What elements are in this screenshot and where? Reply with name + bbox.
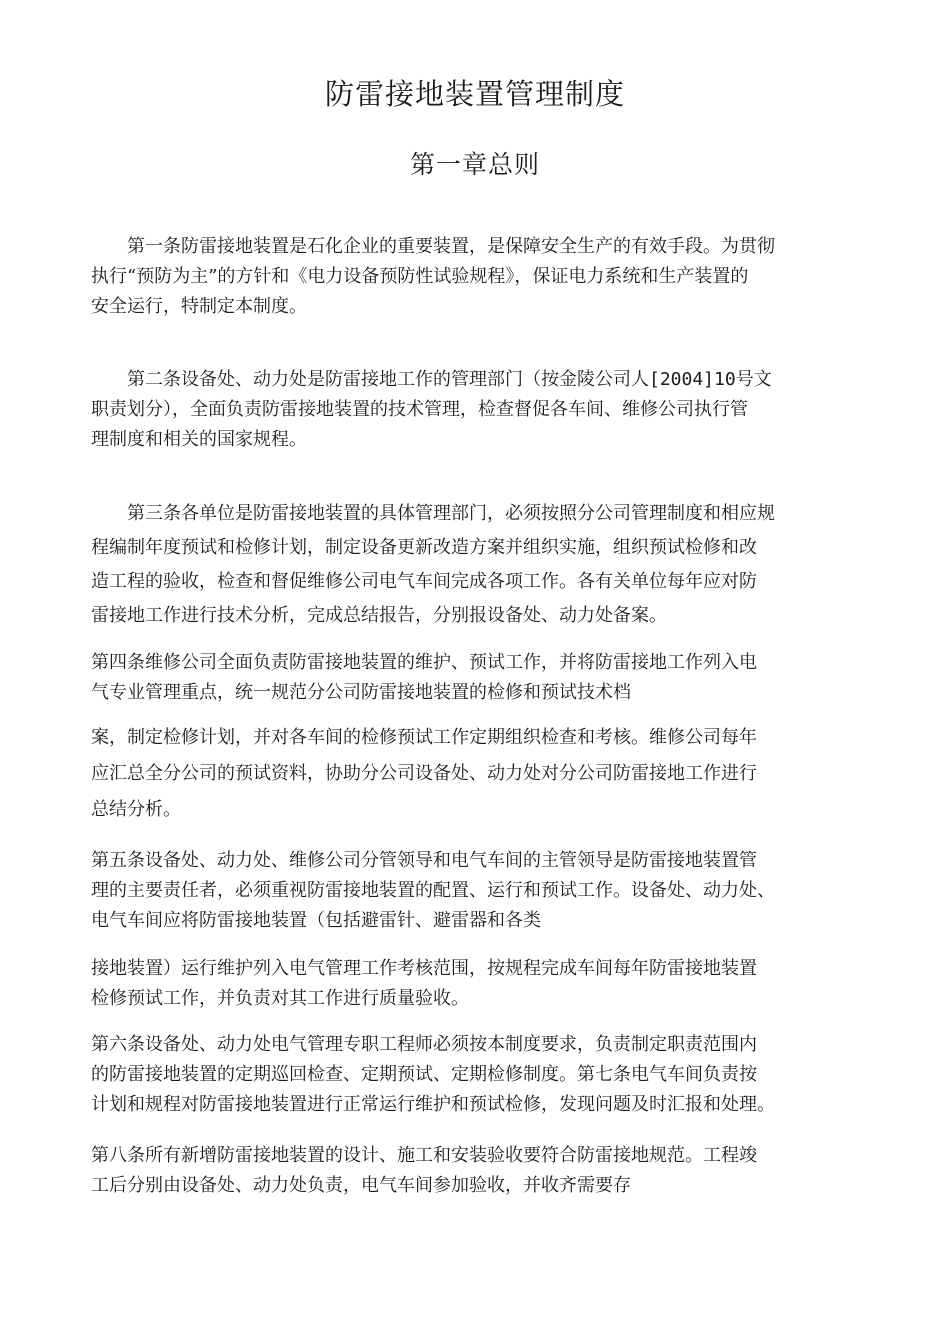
text-line: 检修预试工作，并负责对其工作进行质量验收。 xyxy=(91,988,469,1009)
text-line: 电气车间应将防雷接地装置（包括避雷针、避雷器和各类 xyxy=(91,910,541,931)
text-line: 案，制定检修计划，并对各车间的检修预试工作定期组织检查和考核。维修公司每年 xyxy=(91,727,757,748)
text-line: 第六条设备处、动力处电气管理专职工程师必须按本制度要求，负责制定职责范围内 xyxy=(91,1034,757,1055)
text-line: 理的主要责任者，必须重视防雷接地装置的配置、运行和预试工作。设备处、动力处、 xyxy=(91,880,775,901)
article-2 xyxy=(91,365,861,455)
text-line: 执行“预防为主”的方针和《电力设备预防性试验规程》，保证电力系统和生产装置的 xyxy=(91,266,749,287)
text-line: 第三条各单位是防雷接地装置的具体管理部门，必须按照分公司管理制度和相应规 xyxy=(91,503,775,524)
article-8 xyxy=(91,1141,861,1201)
article-6 xyxy=(91,1030,861,1120)
chapter-heading: 第一章总则 xyxy=(409,150,540,179)
text-line: 理制度和相关的国家规程。 xyxy=(91,429,307,450)
article-5-continued xyxy=(91,954,861,1014)
text-line: 第五条设备处、动力处、维修公司分管领导和电气车间的主管领导是防雷接地装置管 xyxy=(91,850,757,871)
text-line: 计划和规程对防雷接地装置进行正常运行维护和预试检修，发现问题及时汇报和处理。 xyxy=(91,1094,775,1115)
text-segment: 号文 xyxy=(735,369,772,390)
text-line: 造工程的验收，检查和督促维修公司电气车间完成各项工作。各有关单位每年应对防 xyxy=(91,571,757,592)
article-1 xyxy=(91,232,861,322)
text-line: 雷接地工作进行技术分析，完成总结报告，分别报设备处、动力处备案。 xyxy=(91,605,667,626)
document-title: 防雷接地装置管理制度 xyxy=(324,77,625,111)
text-line xyxy=(91,365,861,395)
text-line: 安全运行，特制定本制度。 xyxy=(91,296,307,317)
text-line: 程编制年度预试和检修计划，制定设备更新改造方案并组织实施，组织预试检修和改 xyxy=(91,537,757,558)
text-line: 第八条所有新增防雷接地装置的设计、施工和安装验收要符合防雷接地规范。工程竣 xyxy=(91,1145,757,1166)
text-line: 第一条防雷接地装置是石化企业的重要装置，是保障安全生产的有效手段。为贯彻 xyxy=(91,236,775,257)
text-line: 第四条维修公司全面负责防雷接地装置的维护、预试工作，并将防雷接地工作列入电 xyxy=(91,652,757,673)
text-line: 应汇总全分公司的预试资料，协助分公司设备处、动力处对分公司防雷接地工作进行 xyxy=(91,763,757,784)
article-4 xyxy=(91,648,861,708)
text-line: 接地装置）运行维护列入电气管理工作考核范围，按规程完成车间每年防雷接地装置 xyxy=(91,958,757,979)
document-number: [2004]10 xyxy=(649,369,736,390)
article-5 xyxy=(91,846,861,936)
article-3 xyxy=(91,497,861,633)
text-line: 工后分别由设备处、动力处负责，电气车间参加验收，并收齐需要存 xyxy=(91,1175,631,1196)
text-line: 的防雷接地装置的定期巡回检查、定期预试、定期检修制度。第七条电气车间负责按 xyxy=(91,1064,757,1085)
text-segment: 第二条设备处、动力处是防雷接地工作的管理部门（按金陵公司人 xyxy=(91,369,649,390)
text-line: 气专业管理重点，统一规范分公司防雷接地装置的检修和预试技术档 xyxy=(91,682,631,703)
text-line: 职责划分），全面负责防雷接地装置的技术管理，检查督促各车间、维修公司执行管 xyxy=(91,399,748,420)
text-line: 总结分析。 xyxy=(91,799,181,820)
article-4-continued xyxy=(91,720,861,828)
